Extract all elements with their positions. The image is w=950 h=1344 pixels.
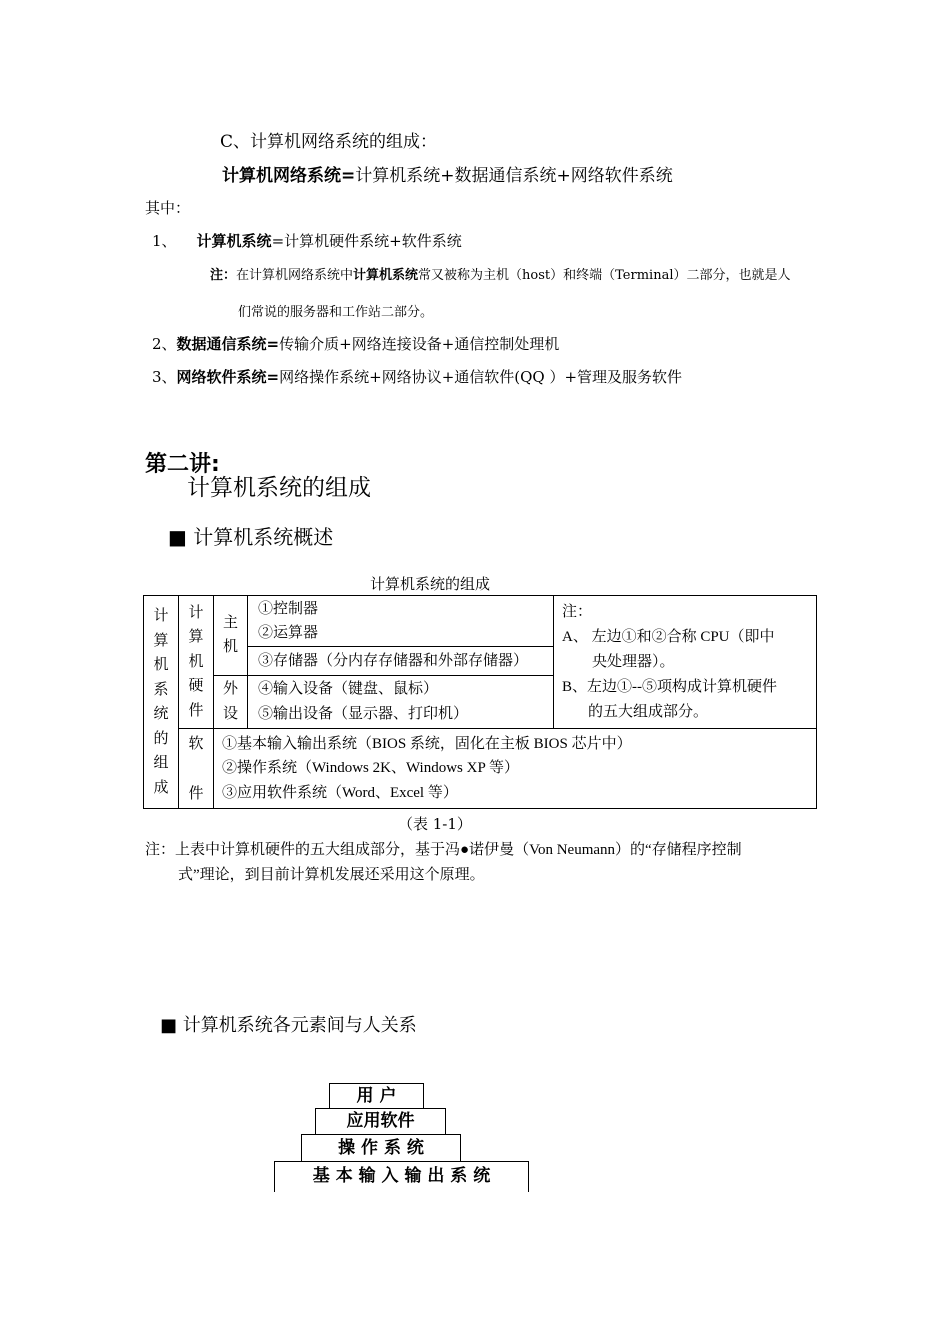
- stacked-char: 统: [153, 706, 169, 722]
- stacked-char: 计: [188, 604, 204, 621]
- stacked-char: 机: [222, 639, 238, 656]
- lecture-title: 第二讲:: [145, 452, 220, 477]
- stacked-char: 的: [153, 730, 169, 747]
- item-1-num: 1、: [152, 232, 177, 250]
- col-computer-system: [144, 596, 179, 809]
- formula-bold: 计算机网络系统=: [222, 166, 356, 186]
- item-3-num: 3、: [152, 368, 177, 386]
- peripheral-items: [248, 675, 554, 728]
- section-c-heading: C、计算机网络系统的组成：: [220, 132, 438, 152]
- layer-os: 操 作 系 统: [301, 1134, 461, 1162]
- table-note-title: 注：: [562, 604, 593, 620]
- peripheral-item: ⑤输出设备（显示器、打印机）: [258, 705, 469, 722]
- table-note-a2: 央处理器）。: [592, 654, 675, 670]
- software-items: [214, 729, 817, 809]
- table-note-line-1: 注：上表中计算机硬件的五大组成部分，基于冯●诺伊曼（Von Neumann）的“存储程序控制: [145, 842, 742, 858]
- stacked-char: 计: [153, 608, 169, 624]
- table-note-b1: B、左边①--⑤项构成计算机硬件: [562, 679, 777, 695]
- col-peripheral: [214, 675, 248, 728]
- note-line-1: [210, 264, 790, 283]
- formula-rest: 计算机系统+数据通信系统+网络软件系统: [355, 166, 673, 186]
- stacked-char: 件: [188, 702, 204, 719]
- stacked-char: 系: [153, 681, 169, 698]
- stacked-char: 算: [188, 629, 204, 646]
- overview-heading: ■ 计算机系统概述: [168, 525, 334, 549]
- software-item: ③应用软件系统（Word、Excel 等）: [222, 784, 458, 801]
- stacked-char: 设: [222, 705, 238, 722]
- peripheral-item: ④输入设备（键盘、鼠标）: [258, 681, 439, 698]
- table-note-line-2: 式”理论，到目前计算机发展还采用这个原理。: [178, 867, 485, 883]
- item-1-rest: =计算机硬件系统+软件系统: [271, 232, 462, 250]
- table-label: （表 1-1）: [398, 815, 472, 833]
- col-computer-system-text: [144, 604, 178, 800]
- item-2-num: 2、: [152, 335, 177, 353]
- stacked-char: 算: [153, 632, 169, 649]
- stacked-char: 机: [153, 657, 169, 673]
- note-label: 注：: [210, 268, 237, 283]
- item-2-bold: 数据通信系统=: [176, 335, 280, 353]
- item-2-rest: 传输介质+网络连接设备+通信控制处理机: [279, 335, 560, 353]
- layer-application: 应用软件: [315, 1108, 446, 1135]
- software-item: ②操作系统（Windows 2K、Windows XP 等）: [222, 760, 519, 777]
- col-hardware-text: [179, 601, 213, 724]
- stacked-char: 组: [153, 755, 169, 771]
- item-3: [152, 366, 682, 387]
- table-note-b2: 的五大组成部分。: [588, 704, 709, 720]
- qizhong-label: 其中：: [145, 199, 191, 217]
- stacked-char: 主: [222, 614, 238, 631]
- note-line-2: 们常说的服务器和工作站二部分。: [238, 305, 434, 320]
- host-items-1-2: [248, 596, 554, 647]
- composition-table: [143, 595, 817, 809]
- network-formula: [222, 161, 673, 186]
- layer-user: 用 户: [329, 1083, 424, 1109]
- stacked-char: 成: [153, 779, 169, 796]
- software-bottom: 件: [188, 785, 204, 802]
- note-post: 常又被称为主机（host）和终端（Terminal）二部分，也就是人: [418, 268, 791, 283]
- col-host-text: [214, 611, 247, 660]
- lecture-subtitle: 计算机系统的组成: [187, 475, 371, 501]
- layer-bios: 基 本 输 入 输 出 系 统: [274, 1161, 529, 1192]
- col-hardware: [179, 596, 214, 729]
- table-note-a1: A、 左边①和②合称 CPU（即中: [562, 629, 775, 645]
- software-top: 软: [188, 736, 204, 753]
- col-software: [179, 729, 214, 809]
- col-peripheral-text: [214, 677, 247, 726]
- note-bold: 计算机系统: [353, 268, 419, 283]
- item-1: [152, 230, 462, 251]
- host-item-3: ③存储器（分内存存储器和外部存储器）: [248, 647, 554, 676]
- host-item: ②运算器: [258, 625, 319, 642]
- host-item: ①控制器: [258, 600, 319, 617]
- table-caption: 计算机系统的组成: [370, 575, 491, 593]
- col-host: [214, 596, 248, 676]
- item-3-rest: 网络操作系统+网络协议+通信软件(QQ ）+管理及服务软件: [279, 368, 683, 386]
- stacked-char: 机: [188, 653, 204, 670]
- note-pre: 在计算机网络系统中: [236, 268, 354, 283]
- software-item: ①基本输入输出系统（BIOS 系统，固化在主板 BIOS 芯片中）: [222, 735, 632, 752]
- item-2: [152, 333, 559, 354]
- item-3-bold: 网络软件系统=: [176, 368, 280, 386]
- relation-heading: ■ 计算机系统各元素间与人关系: [160, 1015, 417, 1036]
- stacked-char: 硬: [188, 678, 204, 695]
- stacked-char: 外: [222, 681, 238, 698]
- item-1-bold: 计算机系统: [196, 232, 272, 250]
- table-note: [554, 596, 817, 729]
